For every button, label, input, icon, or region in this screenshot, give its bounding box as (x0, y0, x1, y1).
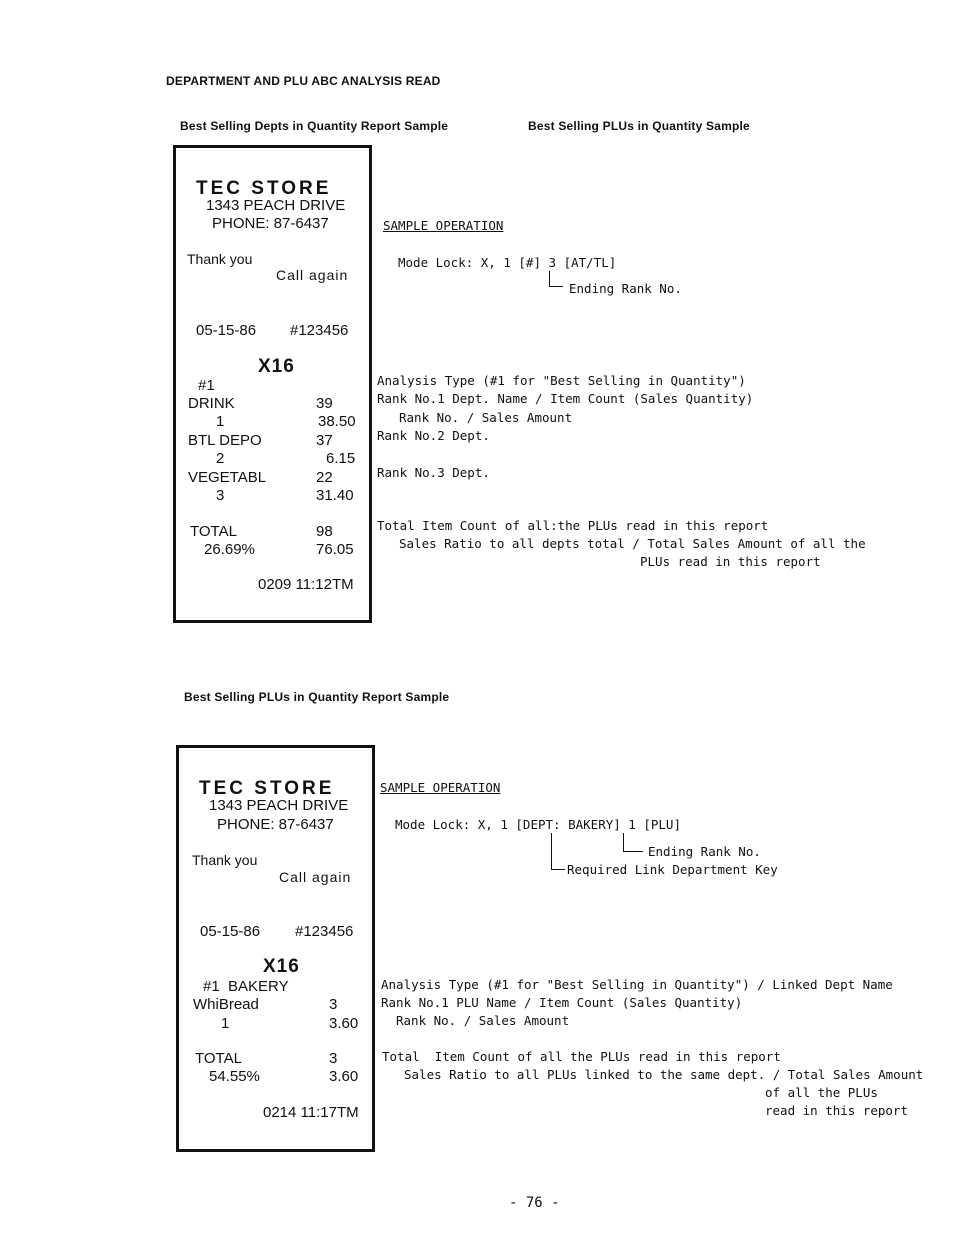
thank-you: Thank you (192, 852, 258, 868)
analysis-type: #1 (198, 377, 215, 394)
total-note-2: Total Item Count of all the PLUs read in this report (382, 1049, 781, 1064)
store-address: 1343 PEACH DRIVE (206, 197, 346, 214)
total-amount: 76.05 (316, 541, 354, 558)
bracket-link-v (551, 833, 552, 869)
rank2-count: 37 (316, 432, 333, 449)
mode-lock-2: Mode Lock: X, 1 [DEPT: BAKERY] 1 [PLU] (395, 817, 681, 832)
rank1-amount: 38.50 (318, 413, 356, 430)
rank1-plu-name: WhiBread (193, 996, 259, 1013)
ratio-note-2b: of all the PLUs (765, 1085, 878, 1100)
mode-x16: X16 (263, 956, 300, 977)
rank2-amount: 6.15 (326, 450, 356, 467)
bracket-ending-v (549, 271, 550, 286)
receipt-footer: 0209 11:12TM (258, 576, 354, 593)
receipt-number: #123456 (290, 322, 349, 339)
rank2-no: 2 (216, 450, 225, 467)
bracket-ending-h2 (623, 851, 643, 852)
ratio-note-2: Sales Ratio to all PLUs linked to the same dept. / Total Sales Amount (404, 1067, 924, 1082)
ending-rank-1: Ending Rank No. (569, 281, 682, 296)
total-amount: 3.60 (329, 1068, 359, 1085)
bracket-ending-h (549, 286, 563, 287)
sales-ratio: 26.69% (204, 541, 255, 558)
sample-operation-2: SAMPLE OPERATION (380, 780, 501, 795)
rank1-plu-no: 1 (221, 1015, 230, 1032)
total-label: TOTAL (190, 523, 237, 540)
total-count: 3 (329, 1050, 338, 1067)
rank3-amount: 31.40 (316, 487, 354, 504)
store-name: TEC STORE (199, 778, 335, 799)
bracket-link-h (551, 869, 565, 870)
thank-you: Thank you (187, 251, 253, 267)
receipt-date: 05-15-86 (200, 923, 261, 940)
section-title: DEPARTMENT AND PLU ABC ANALYSIS READ (166, 74, 441, 88)
analysis-type-note-2: Analysis Type (#1 for "Best Selling in Quantity") / Linked Dept Name (381, 977, 893, 992)
rank1-name: DRINK (188, 395, 235, 412)
receipt-date: 05-15-86 (196, 322, 257, 339)
analysis-type-note-1: Analysis Type (#1 for "Best Selling in Quantity") (377, 373, 746, 388)
rank-amount-note-2: Rank No. / Sales Amount (396, 1013, 570, 1028)
analysis-type-dept: #1 BAKERY (203, 978, 289, 995)
bracket-ending-v2 (623, 833, 624, 851)
receipt-depts (173, 145, 372, 623)
receipt-plus (176, 745, 375, 1152)
rank1-plu-amount: 3.60 (329, 1015, 359, 1032)
mode-lock-1: Mode Lock: X, 1 [#] 3 [AT/TL] (398, 255, 617, 270)
rank1-plu-count: 3 (329, 996, 338, 1013)
ratio-note-1: Sales Ratio to all depts total / Total Sales Amount of all the (399, 536, 866, 551)
rank2-note-1: Rank No.2 Dept. (377, 428, 490, 443)
caption-plu-report: Best Selling PLUs in Quantity Report Sample (184, 690, 450, 704)
rank3-name: VEGETABL (188, 469, 267, 486)
ending-rank-2: Ending Rank No. (648, 844, 761, 859)
page-number: - 76 - (509, 1195, 560, 1211)
rank1-note-2: Rank No.1 PLU Name / Item Count (Sales Quantity) (381, 995, 743, 1010)
caption-depts: Best Selling Depts in Quantity Report Sample (180, 119, 449, 133)
required-link-dept: Required Link Department Key (567, 862, 778, 877)
receipt-footer: 0214 11:17TM (263, 1104, 359, 1121)
receipt-number: #123456 (295, 923, 354, 940)
mode-x16: X16 (258, 356, 295, 377)
caption-plus: Best Selling PLUs in Quantity Sample (528, 119, 750, 133)
store-phone: PHONE: 87-6437 (212, 215, 329, 232)
rank-amount-note-1: Rank No. / Sales Amount (399, 410, 573, 425)
total-count: 98 (316, 523, 333, 540)
total-note-1: Total Item Count of all:the PLUs read in this report (377, 518, 769, 533)
store-name: TEC STORE (196, 178, 332, 199)
call-again: Call again (279, 869, 352, 885)
rank3-no: 3 (216, 487, 225, 504)
rank1-count: 39 (316, 395, 333, 412)
store-phone: PHONE: 87-6437 (217, 816, 334, 833)
rank3-note-1: Rank No.3 Dept. (377, 465, 490, 480)
rank1-note-1: Rank No.1 Dept. Name / Item Count (Sales Quantity) (377, 391, 754, 406)
rank2-name: BTL DEPO (188, 432, 262, 449)
ratio-note-1b: PLUs read in this report (640, 554, 821, 569)
sample-operation-1: SAMPLE OPERATION (383, 218, 504, 233)
rank1-no: 1 (216, 413, 225, 430)
total-label: TOTAL (195, 1050, 242, 1067)
sales-ratio: 54.55% (209, 1068, 260, 1085)
call-again: Call again (276, 267, 349, 283)
store-address: 1343 PEACH DRIVE (209, 797, 349, 814)
ratio-note-2c: read in this report (765, 1103, 908, 1118)
rank3-count: 22 (316, 469, 333, 486)
